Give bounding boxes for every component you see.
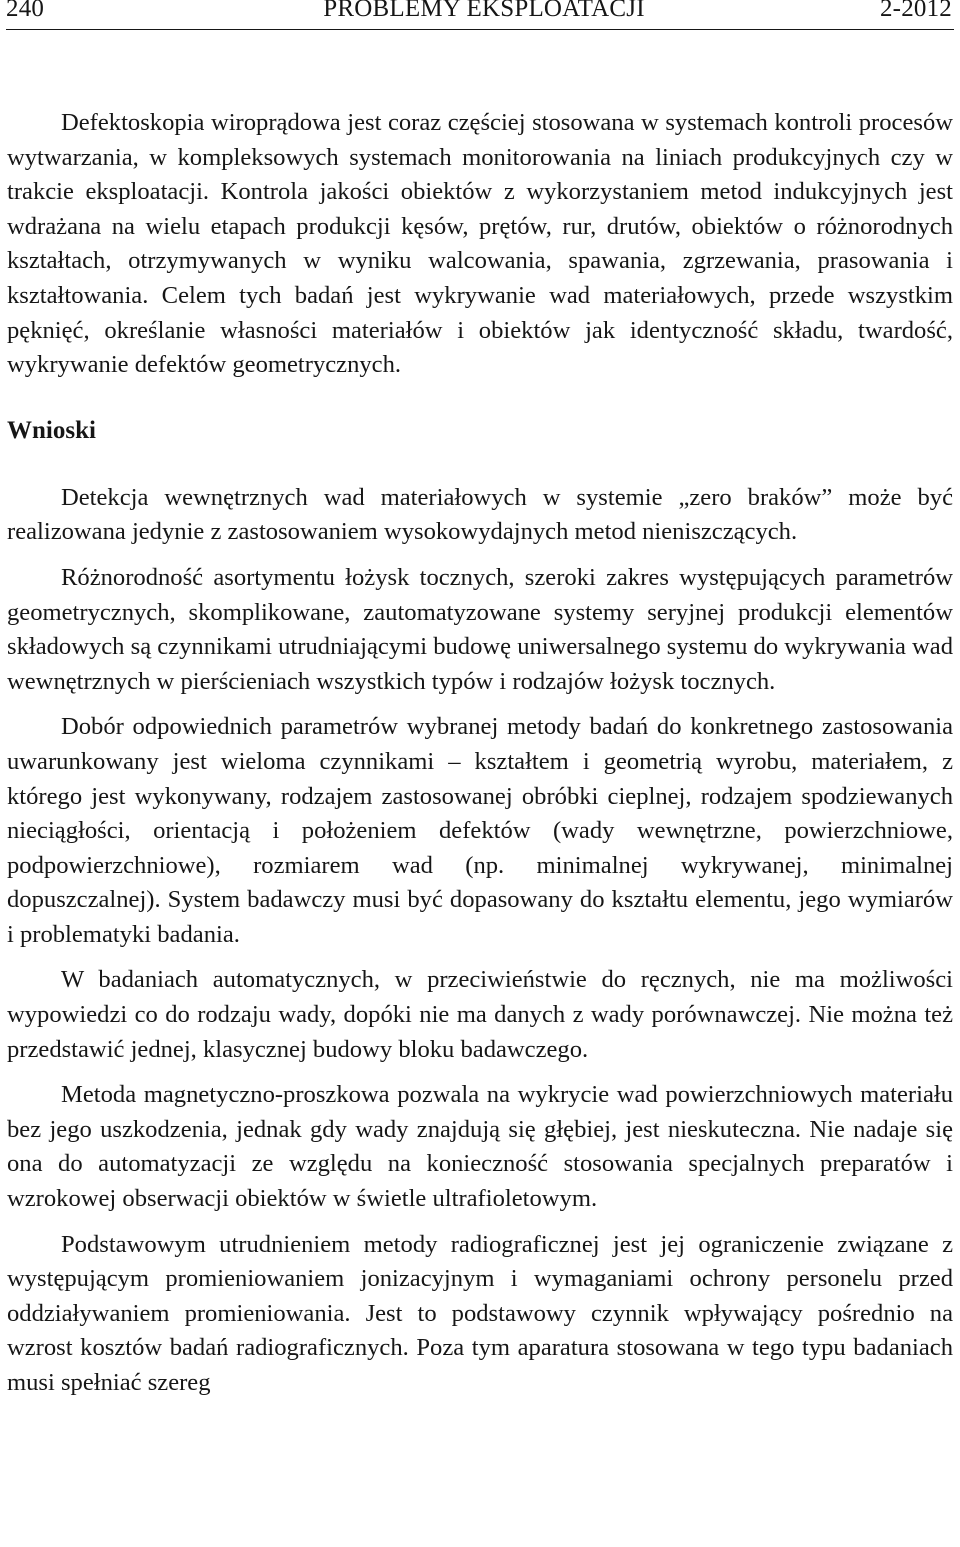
conclusion-paragraph-5: Metoda magnetyczno-proszkowa pozwala na wykrycie wad powierzchniowych materiału bez jego uszkodzenia, jednak gdy wady znajdują się głębiej, jest nieskuteczna. Nie nadaje się ona do automatyzacji ze względu na konieczność stosowania specjalnych preparatów i wzrokowej obserwacji obiektów w świetle ultrafioletowym. [7, 1081, 953, 1213]
page-number: 240 [6, 0, 45, 22]
conclusion-paragraph-1: Detekcja wewnętrznych wad materiałowych w systemie „zero braków” może być realizowana jedynie z zastosowaniem wysokowydajnych metod nieniszczących. [7, 483, 953, 546]
conclusion-paragraph-4: W badaniach automatycznych, w przeciwieństwie do ręcznych, nie ma możliwości wypowiedzi co do rodzaju wady, dopóki nie ma danych z wady porównawczej. Nie można też przedstawić jednej, klasycznej budowy bloku badawczego. [7, 966, 953, 1063]
journal-title: PROBLEMY EKSPLOATACJI [323, 0, 645, 22]
conclusion-paragraph-2: Różnorodność asortymentu łożysk tocznych, szeroki zakres występujących parametrów geometrycznych, skomplikowane, zautomatyzowane systemy seryjnej produkcji elementów składowych są czynnikami utrudniającymi budowę uniwersalnego systemu do wykrywania wad wewnętrznych w pierścieniach wszystkich typów i rodzajów łożysk tocznych. [7, 563, 953, 695]
header-divider [6, 29, 954, 30]
section-heading-conclusions: Wnioski [7, 416, 96, 444]
conclusion-paragraph-6: Podstawowym utrudnieniem metody radiograficznej jest jej ograniczenie związane z występującym promieniowaniem jonizacyjnym i wymaganiami ochrony personelu przed oddziaływaniem promieniowania. Jest to podstawowy czynnik wpływający pośrednio na wzrost kosztów badań radiograficznych. Poza tym aparatura stosowana w tego typu badaniach musi spełniać szereg [7, 1230, 953, 1396]
issue-number: 2-2012 [879, 0, 952, 22]
article-body [7, 106, 953, 1401]
conclusion-paragraph-3: Dobór odpowiednich parametrów wybranej metody badań do konkretnego zastosowania uwarunkowany jest wieloma czynnikami – kształtem i geometrią wyrobu, materiałem, z którego jest wykonywany, rodzajem zastosowanej obróbki cieplnej, rodzajem spodziewanych nieciągłości, orientacją i położeniem defektów (wady wewnętrzne, powierzchniowe, podpowierzchniowe), rozmiarem wad (np. minimalnej wykrywanej, minimalnej dopuszczalnej). System badawczy musi być dopasowany do kształtu elementu, jego wymiarów i problematyki badania. [7, 713, 953, 948]
running-header [6, 0, 954, 30]
intro-paragraph: Defektoskopia wiroprądowa jest coraz częściej stosowana w systemach kontroli procesów wytwarzania, w kompleksowych systemach monitorowania na liniach produkcyjnych czy w trakcie eksploatacji. Kontrola jakości obiektów z wykorzystaniem metod indukcyjnych jest wdrażana na wielu etapach produkcji kęsów, prętów, rur, drutów, obiektów o różnorodnych kształtach, otrzymywanych w wyniku walcowania, spawania, zgrzewania, prasowania i kształtowania. Celem tych badań jest wykrywanie wad materiałowych, przede wszystkim pęknięć, określanie własności materiałów i obiektów jak identyczność składu, twardość, wykrywanie defektów geometrycznych. [7, 109, 953, 379]
